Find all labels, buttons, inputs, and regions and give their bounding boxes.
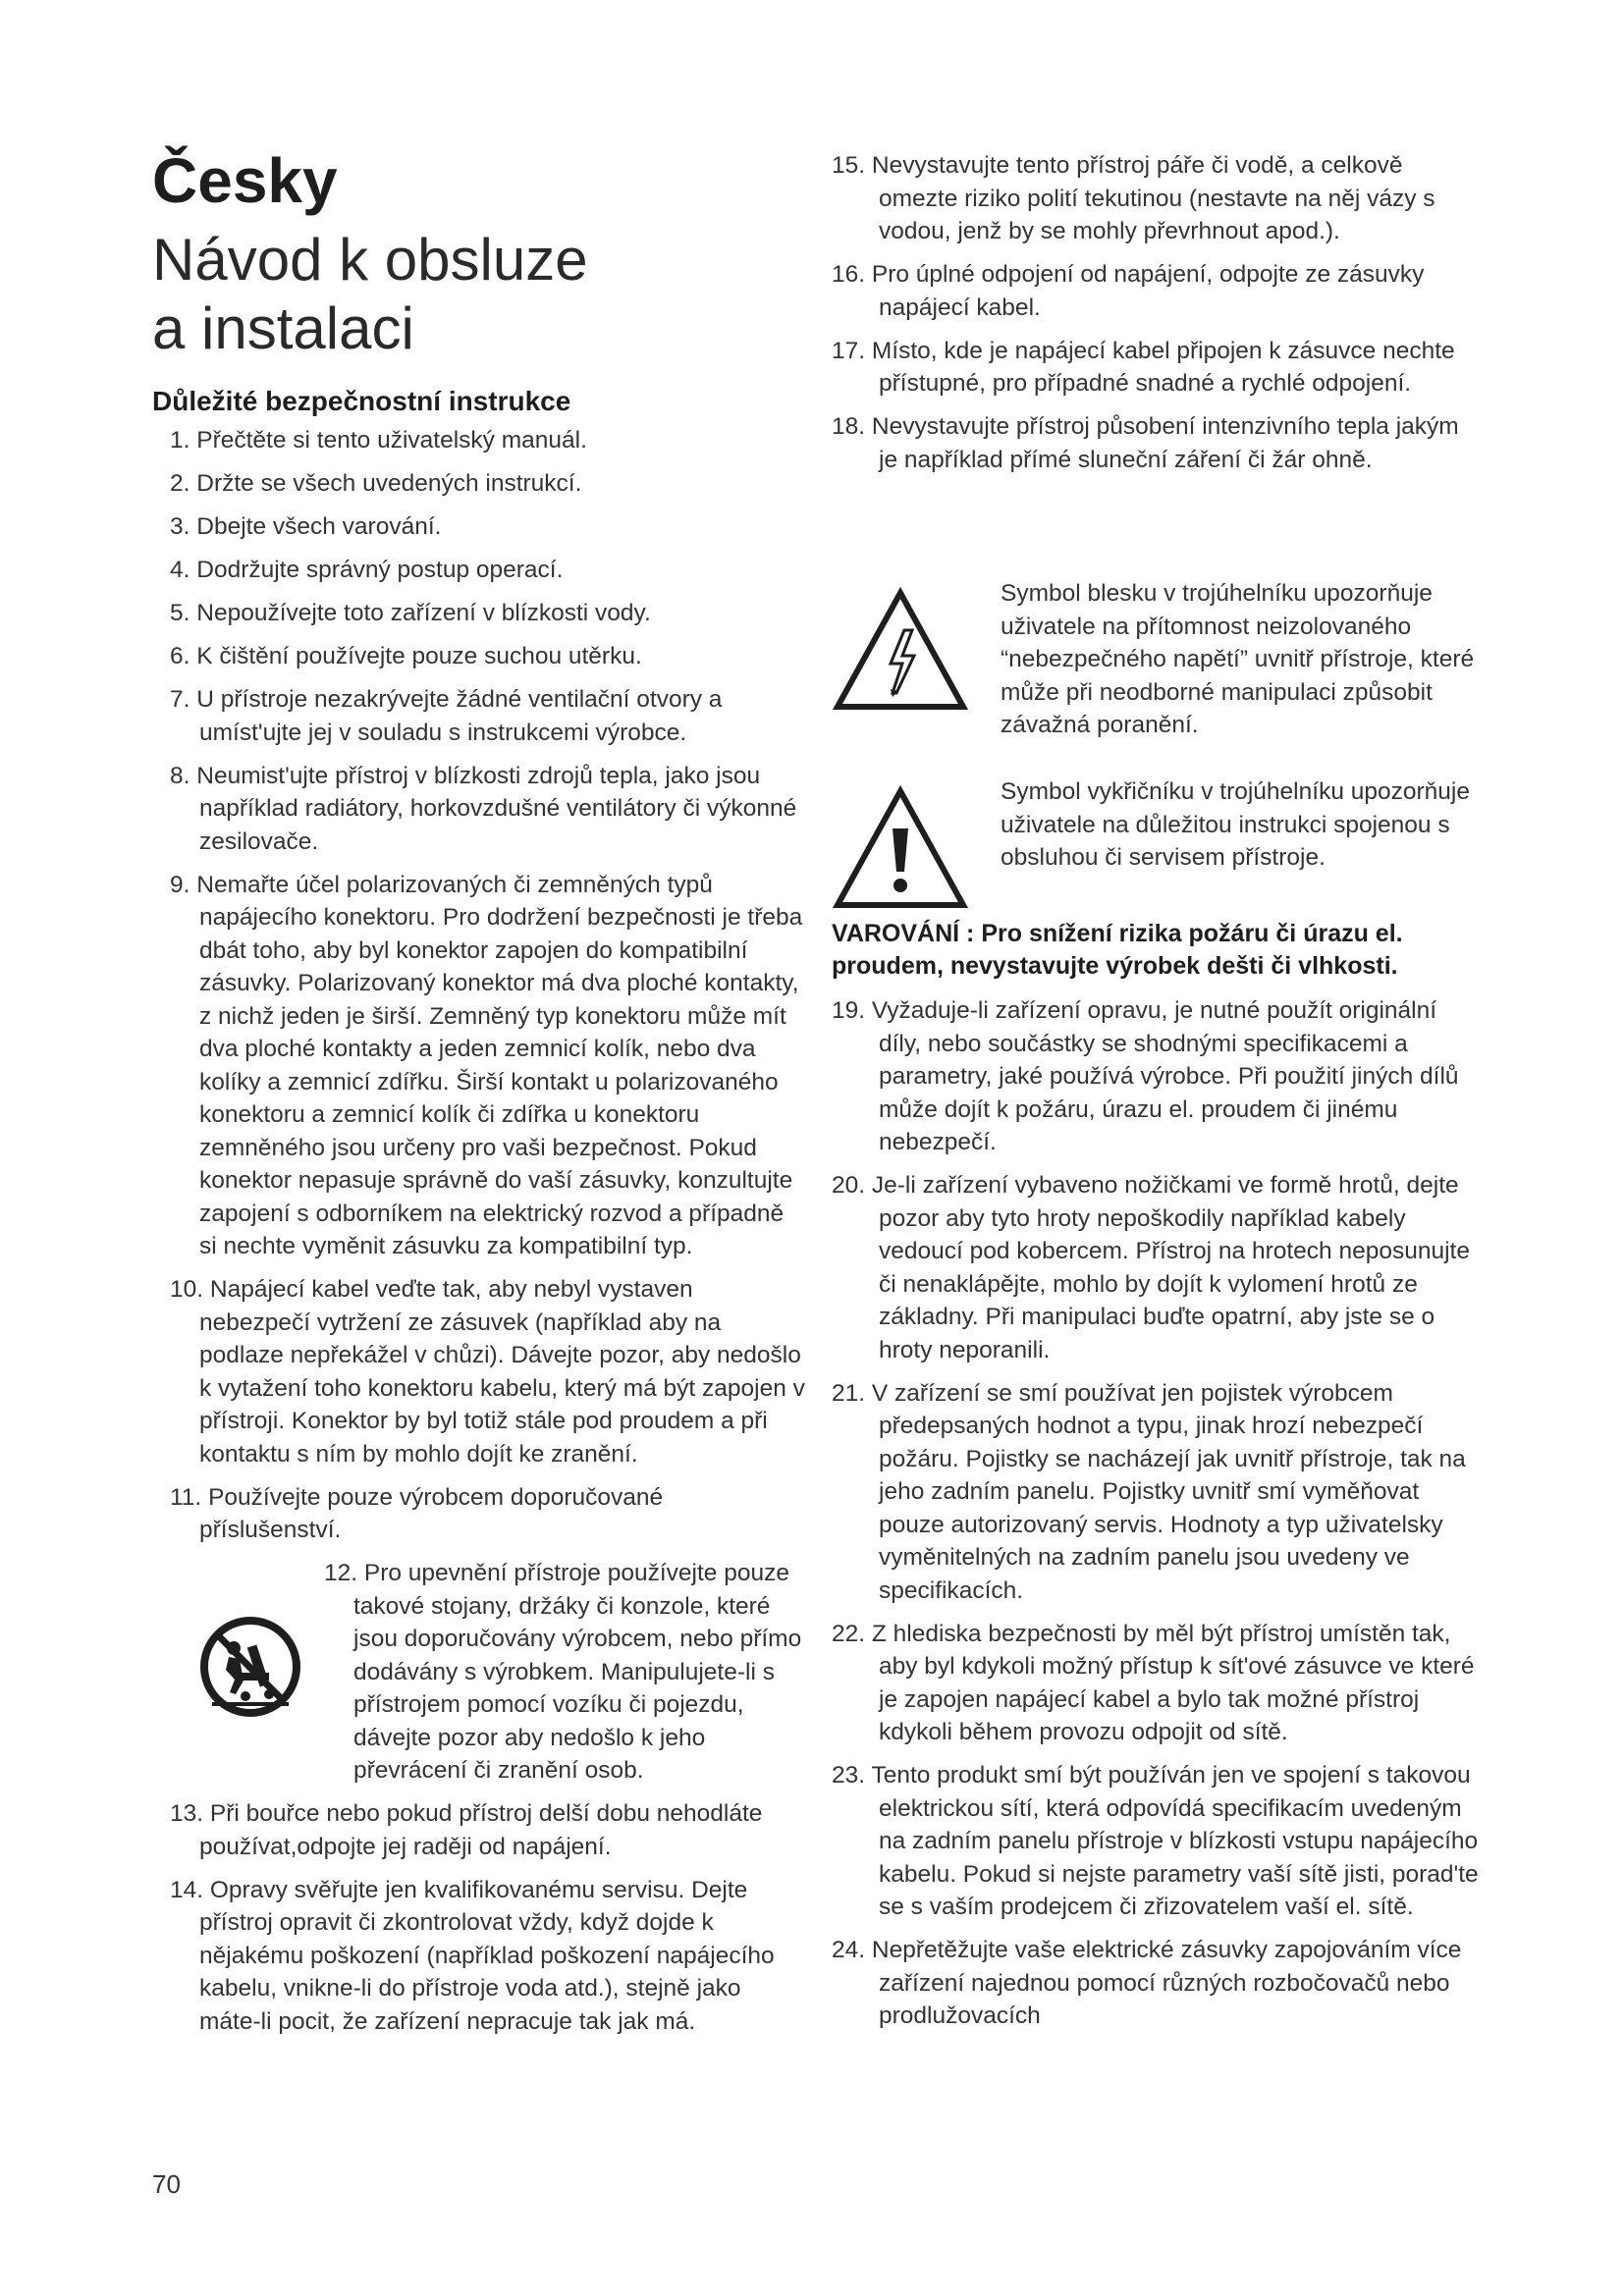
item-text: Neumist'ujte přístroj v blízkosti zdrojů tepla, jako jsou například radiátory, horkovzdušné ventilátory či výkonné zesilovače. — [196, 762, 797, 855]
item-number: 4. — [170, 557, 190, 583]
lightning-symbol-block — [832, 577, 1480, 738]
item-text: Nemařte účel polarizovaných či zemněných typů napájecího konektoru. Pro dodržení bezpečnosti je třeba dbát toho, aby byl konektor zapojen do kompatibilní zásuvky. Polarizovaný konektor má dva ploché kontakty, z nichž jeden je širší. Zemněný typ konektoru může mít dva ploché kontakty a jeden zemnicí kolík, nebo dva kolíky a zemnicí zdířku. Širší kontakt u polarizovaného konektoru a zemnicí kolík či zdířka u konektoru zemněného jsou určeny pro vaši bezpečnost. Pokud konektor nepasuje správně do vaší zásuvky, konzultujte zapojení s odborníkem na elektrický rozvod a případně si nechte vyměnit zásuvku za kompatibilní typ. — [196, 871, 803, 1259]
safety-list-right-bottom — [832, 994, 1480, 2043]
section-heading: Důležité bezpečnostní instrukce — [152, 386, 571, 416]
page-number: 70 — [152, 2169, 181, 2199]
list-item — [832, 1759, 1480, 1924]
item-number: 3. — [170, 513, 190, 540]
list-item — [152, 1557, 805, 1788]
list-item — [832, 1169, 1480, 1366]
item-text: Nepřetěžujte vaše elektrické zásuvky zapojováním více zařízení najednou pomocí různých rozbočovačů nebo prodlužovacích — [871, 1937, 1462, 2029]
item-text: Z hlediska bezpečnosti by měl být přístroj umístěn tak, aby byl kdykoli možný přístup k sít'ové zásuvce ve které je zapojen napájecí kabel a bylo tak možné přístroj kdykoli během provozu odpojit od sítě. — [871, 1620, 1475, 1745]
item-number: 16. — [832, 261, 866, 288]
item-text: Pro úplné odpojení od napájení, odpojte ze zásuvky napájecí kabel. — [871, 261, 1425, 321]
list-item — [152, 640, 805, 673]
item-number: 1. — [170, 427, 190, 454]
rain-moisture-warning: VAROVÁNÍ : Pro snížení rizika požáru či úrazu el. proudem, nevystavujte výrobek dešti či vlhkosti. — [832, 920, 1403, 980]
item-number: 8. — [170, 762, 190, 789]
item-number: 22. — [832, 1620, 866, 1647]
item-text: Držte se všech uvedených instrukcí. — [196, 470, 582, 497]
item-text: Nevystavujte tento přístroj páře či vodě, a celkově omezte riziko polití tekutinou (nestavte na něj vázy s vodou, jenž by se mohly převrhnout apod.). — [871, 152, 1435, 244]
item-text: Je-li zařízení vybaveno nožičkami ve formě hrotů, dejte pozor aby tyto hroty nepoškodily například kabely vedoucí pod kobercem. Přístroj na hrotech neposunujte či nenaklápějte, mohlo by dojít k vylomení hrotů ze základny. Při manipulaci buďte opatrní, aby jste se o hroty neporanili. — [871, 1172, 1470, 1363]
item-number: 7. — [170, 686, 190, 713]
item-text: Při bouřce nebo pokud přístroj delší dobu nehodláte používat,odpojte jej raději od napájení. — [199, 1800, 763, 1860]
item-number: 11. — [170, 1483, 202, 1511]
item-number: 5. — [170, 600, 190, 626]
lightning-symbol-text: Symbol blesku v trojúhelníku upozorňuje uživatele na přítomnost neizolovaného “nebezpečného napětí” uvnitř přístroje, které může při neodborné manipulaci způsobit závažná poranění. — [1001, 580, 1475, 738]
document-title-line1: Návod k obsluze — [152, 227, 588, 293]
item-number: 9. — [170, 871, 190, 898]
safety-list-left — [152, 424, 805, 2049]
exclamation-symbol-block — [832, 775, 1480, 913]
item-number: 6. — [170, 643, 190, 669]
item-text: Dbejte všech varování. — [196, 513, 442, 540]
item-text: Nevystavujte přístroj působení intenzivního tepla jakým je například přímé sluneční záření či žár ohně. — [871, 413, 1459, 473]
item-text: Napájecí kabel veďte tak, aby nebyl vystaven nebezpečí vytržení ze zásuvek (například aby na podlaze nepřekážel v chůzi). Dávejte pozor, aby nedošlo k vytažení toho konektoru kabelu, který má být zapojen v přístroji. Konektor by byl totiž stále pod proudem a při kontaktu s ním by mohlo dojít ke zranění. — [199, 1276, 805, 1468]
item-text: Používejte pouze výrobcem doporučované příslušenství. — [199, 1483, 664, 1543]
item-text: V zařízení se smí používat jen pojistek výrobcem předepsaných hodnot a typu, jinak hrozí nebezpečí požáru. Pojistky se nacházejí jak uvnitř přístroje, tak na jeho zadním panelu. Pojistky uvnitř smí vyměňovat pouze autorizovaný servis. Hodnoty a typ uživatelsky vyměnitelných na zadním panelu jsou uvedeny ve specifikacích. — [871, 1379, 1466, 1604]
item-text: Vyžaduje-li zařízení opravu, je nutné použít originální díly, nebo součástky se shodnými specifikacemi a parametry, jaké používá výrobce. Při použití jiných dílů může dojít k požáru, úrazu el. proudem či jinému nebezpečí. — [871, 997, 1459, 1155]
item-number: 12. — [324, 1560, 358, 1586]
item-number: 23. — [832, 1762, 866, 1789]
list-item — [832, 258, 1480, 324]
list-item — [152, 1273, 805, 1470]
item-number: 20. — [832, 1172, 866, 1199]
list-item — [832, 1934, 1480, 2033]
list-item — [152, 760, 805, 859]
list-item — [152, 683, 805, 749]
list-item — [152, 1481, 805, 1547]
item-number: 14. — [170, 1876, 204, 1903]
list-item — [832, 149, 1480, 248]
item-number: 19. — [832, 997, 866, 1024]
list-item — [152, 597, 805, 630]
item-text: Pro upevnění přístroje používejte pouze takové stojany, držáky či konzole, které jsou doporučovány výrobcem, nebo přímo dodávány s výrobkem. Manipulujete-li s přístrojem pomocí vozíku či pojezdu, dávejte pozor aby nedošlo k jeho převrácení či zranění osob. — [353, 1560, 802, 1784]
item-text: U přístroje nezakrývejte žádné ventilační otvory a umíst'ujte jej v souladu s instrukcemi výrobce. — [196, 686, 723, 746]
item-number: 21. — [832, 1379, 866, 1407]
item-number: 18. — [832, 413, 866, 440]
list-item — [152, 1874, 805, 2039]
exclamation-triangle-icon — [832, 785, 969, 913]
document-title — [152, 226, 781, 363]
list-item — [152, 1797, 805, 1863]
list-item — [832, 410, 1480, 476]
item-text: Místo, kde je napájecí kabel připojen k zásuvce nechte přístupné, pro případné snadné a rychlé odpojení. — [871, 337, 1455, 397]
list-item — [832, 994, 1480, 1159]
list-item — [832, 1618, 1480, 1749]
exclamation-symbol-text: Symbol vykřičníku v trojúhelníku upozorňuje uživatele na důležitou instrukci spojenou s obsluhou či servisem přístroje. — [1001, 778, 1470, 871]
item-text: K čištění používejte pouze suchou utěrku. — [196, 643, 642, 669]
item-text: Nepoužívejte toto zařízení v blízkosti vody. — [196, 600, 651, 626]
language-heading: Česky — [152, 145, 338, 216]
list-item — [832, 335, 1480, 400]
list-item — [152, 467, 805, 501]
item-number: 24. — [832, 1937, 866, 1963]
list-item — [832, 1377, 1480, 1608]
list-item — [152, 424, 805, 457]
item-text: Přečtěte si tento uživatelský manuál. — [196, 427, 587, 454]
item-number: 15. — [832, 152, 866, 179]
list-item — [152, 554, 805, 587]
item-text: Tento produkt smí být používán jen ve spojení s takovou elektrickou sítí, která odpovídá specifikacím uvedeným na zadním panelu přístroje v blízkosti vstupu napájecího kabelu. Pokud si nejste parametry vaší sítě jisti, porad'te se s vaším prodejcem či zřizovatelem vaší el. sítě. — [871, 1762, 1479, 1920]
list-item — [152, 510, 805, 544]
cart-tipover-warning-icon — [196, 1616, 304, 1719]
item-number: 17. — [832, 337, 866, 364]
item-number: 10. — [170, 1276, 204, 1303]
document-title-line2: a instalaci — [152, 295, 414, 361]
safety-list-right-top — [832, 149, 1480, 487]
list-item — [152, 869, 805, 1263]
item-text: Dodržujte správný postup operací. — [196, 557, 564, 583]
item-number: 2. — [170, 470, 190, 497]
item-text: Opravy svěřujte jen kvalifikovanému servisu. Dejte přístroj opravit či zkontrolovat vždy, když dojde k nějakému poškození (například poškození napájecího kabelu, vnikne-li do přístroje voda atd.), stejně jako máte-li pocit, že zařízení nepracuje tak jak má. — [199, 1876, 775, 2035]
lightning-triangle-icon — [832, 587, 969, 715]
item-number: 13. — [170, 1800, 204, 1827]
